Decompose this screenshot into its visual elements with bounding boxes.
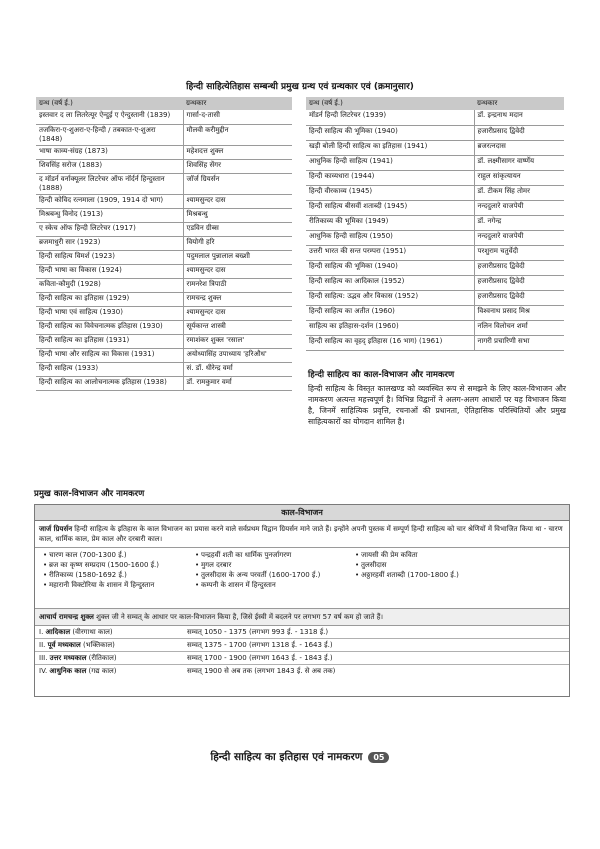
author-cell: परशुराम चतुर्वेदी [474,245,564,260]
table-row [306,320,564,335]
table-row [36,222,292,236]
author-cell: नन्ददुलारे वाजपेयी [474,230,564,245]
shukla-name: आचार्य रामचन्द्र शुक्ल [39,613,94,621]
table-row [36,173,292,194]
author-cell: डॉ. लक्ष्मीसागर वार्ष्णेय [474,155,564,170]
book-cell: रीतिकाव्य की भूमिका (1949) [306,215,474,230]
period-alt-name: (वीरगाथा काल) [70,628,113,636]
author-cell: हजारीप्रसाद द्विवेदी [474,125,564,140]
book-cell: तजकिरा-ए-शुअरा-ए-हिन्दी / तबकात-ए-शुअरा (1848) [36,124,183,145]
book-cell: उत्तरी भारत की सन्त परम्परा (1951) [306,245,474,260]
author-cell: वियोगी हरि [183,236,292,250]
bullet-column [195,550,355,606]
book-cell: आधुनिक हिन्दी साहित्य (1941) [306,155,474,170]
author-cell: रामनरेश त्रिपाठी [183,278,292,292]
author-cell: अयोध्यासिंह उपाध्याय 'हरिऔध' [183,348,292,362]
book-cell: कविता-कौमुदी (1928) [36,278,183,292]
period-bullet: • अठ्ठारहवीं शताब्दी (1700-1800 ई.) [355,570,555,580]
table-row [306,230,564,245]
author-cell: सूर्यकान्त शास्त्री [183,320,292,334]
book-cell: हिन्दी साहित्य का इतिहास (1931) [36,334,183,348]
period-dates: सम्वत् 1375 - 1700 (लगभग 1318 ई. - 1643 ई.) [187,641,333,649]
period-number: III. [39,654,48,662]
period-title: आदिकाल [45,628,71,636]
author-cell: ब्रजरत्नदास [474,140,564,155]
book-cell: हिन्दी साहित्य: उद्भव और विकास (1952) [306,290,474,305]
grierson-text: हिन्दी साहित्य के इतिहास के काल विभाजन का प्रयास करने वाले सर्वप्रथम विद्वान ग्रियर्सन माने जाते हैं। इन्होंने अपनी पुस्तक में सम्पूर्ण हिन्दी साहित्य को चार श्रेणियों में विभाजित किया था - चारण काल, धार्मिक काल, प्रेम काल और दरबारी काल। [39,525,563,543]
period-name [35,639,185,651]
footer-title: हिन्दी साहित्य का इतिहास एवं नामकरण [210,751,363,763]
works-table-right [306,97,564,351]
page-title: हिन्दी साहित्येतिहास सम्बन्धी प्रमुख ग्रन्थ एवं ग्रन्थकार एवं (क्रमानुसार) [186,82,414,92]
period-title: उत्तर मध्यकाल [49,654,87,662]
book-cell: हिन्दी साहित्य की भूमिका (1940) [306,260,474,275]
book-cell: हिन्दी साहित्य का आलोचनात्मक इतिहास (1938) [36,376,183,390]
period-number: IV. [39,667,48,675]
book-cell: ए स्केच ऑफ हिन्दी लिटरेचर (1917) [36,222,183,236]
grierson-name: जार्ज ग्रियर्सन [39,525,73,533]
author-cell: शिवसिंह सेंगर [183,159,292,173]
table-row [36,306,292,320]
author-cell: हजारीप्रसाद द्विवेदी [474,275,564,290]
period-bullet: • मुगल दरबार [195,560,355,570]
works-table-left [36,97,292,391]
period-row [35,665,569,678]
period-division-box [34,504,570,697]
book-cell: आधुनिक हिन्दी साहित्य (1950) [306,230,474,245]
period-bullet: • जायसी की प्रेम कविता [355,550,555,560]
table-row [306,305,564,320]
periods-heading: प्रमुख काल-विभाजन और नामकरण [34,489,145,499]
book-cell: हिन्दी साहित्य की भूमिका (1940) [306,125,474,140]
table-row [36,110,292,124]
period-bullet: • पन्द्रहवीं शती का धार्मिक पुनर्जागरण [195,550,355,560]
period-row [35,639,569,652]
author-cell: श्यामसुन्दर दास [183,194,292,208]
bullet-column [355,550,555,606]
period-alt-name: (भक्तिकाल) [80,641,115,649]
period-name [35,665,185,678]
table-row [36,376,292,390]
table-row [36,250,292,264]
author-cell: हजारीप्रसाद द्विवेदी [474,260,564,275]
table-row [306,140,564,155]
period-bullet: • रीतिकाव्य (1580-1692 ई.) [43,570,195,580]
period-row [35,652,569,665]
period-alt-name: (रीतिकाल) [86,654,117,662]
book-cell: ब्रजमाधुरी सार (1923) [36,236,183,250]
grierson-periods [35,548,569,609]
table-row [36,278,292,292]
author-cell: नलिन विलोचन शर्मा [474,320,564,335]
header-author: ग्रन्थकार [183,97,292,110]
bullet-column [43,550,195,606]
author-cell: सं. डॉ. धीरेन्द्र वर्मा [183,362,292,376]
book-cell: द मॉडर्न वर्नाक्यूलर लिटरेचर ऑफ नॉर्दर्न हिन्दुस्तान (1888) [36,173,183,194]
author-cell: पदुमलाल पुन्नालाल बख्शी [183,250,292,264]
book-cell: हिन्दी वीरकाव्य (1945) [306,185,474,200]
period-dates: सम्वत् 1050 - 1375 (लगभग 993 ई. - 1318 ई.) [187,628,329,636]
author-cell: गार्सा-द-तासी [183,110,292,124]
author-cell: महेशदत्त शुक्ल [183,145,292,159]
book-cell: हिन्दी साहित्य का इतिहास (1929) [36,292,183,306]
period-name [35,652,185,664]
author-cell: श्यामसुन्दर दास [183,264,292,278]
author-cell: हजारीप्रसाद द्विवेदी [474,290,564,305]
period-bullet: • तुलसीदास [355,560,555,570]
table-row [36,145,292,159]
author-cell: नन्ददुलारे वाजपेयी [474,200,564,215]
shukla-periods [35,626,569,678]
book-cell: हिन्दी साहित्य का विवेचनात्मक इतिहास (1930) [36,320,183,334]
author-cell: जॉर्ज ग्रियर्सन [183,173,292,194]
period-number: I. [39,628,44,636]
book-cell: मिश्रबन्धु विनोद (1913) [36,208,183,222]
author-cell: श्यामसुन्दर दास [183,306,292,320]
book-cell: हिन्दी भाषा और साहित्य का विकास (1931) [36,348,183,362]
book-cell: हिन्दी काव्यधारा (1944) [306,170,474,185]
author-cell: एडविन ग्रीब्स [183,222,292,236]
book-cell: हिन्दी साहित्य का आदिकाल (1952) [306,275,474,290]
header-book: ग्रन्थ (वर्ष ई.) [36,97,183,110]
period-alt-name: (गद्य काल) [86,667,117,675]
table-row [306,260,564,275]
table-row [306,155,564,170]
period-dates: सम्वत् 1900 से अब तक (लगभग 1843 ई. से अब तक) [187,667,336,675]
header-author: ग्रन्थकार [474,97,564,110]
period-bullet: • तुलसीदास के अन्य परवर्ती (1600-1700 ई.) [195,570,355,580]
period-name [35,626,185,638]
table-row [306,275,564,290]
table-row [36,334,292,348]
shukla-intro [35,609,569,626]
period-number: II. [39,641,46,649]
table-row [306,125,564,140]
period-bullet: • ब्रज का कृष्ण सम्प्रदाय (1500-1600 ई.) [43,560,195,570]
table-row [306,245,564,260]
table-row [36,320,292,334]
table-row [306,200,564,215]
period-title: पूर्व मध्यकाल [47,641,81,649]
grierson-intro [35,521,569,548]
book-cell: हिन्दी साहित्य बीसवीं शताब्दी (1945) [306,200,474,215]
author-cell: नागरी प्रचारिणी सभा [474,335,564,350]
book-cell: हिन्दी साहित्य का वृहद् इतिहास (16 भाग) (1961) [306,335,474,350]
book-cell: इस्तवार द ला लितरेत्यूर ऐन्दुई ए ऐन्दुस्तानी (1839) [36,110,183,124]
author-cell: राहुल सांकृत्यायन [474,170,564,185]
book-cell: हिन्दी साहित्य का अतीत (1960) [306,305,474,320]
period-dates: सम्वत् 1700 - 1900 (लगभग 1643 ई. - 1843 ई.) [187,654,333,662]
naming-paragraph: हिन्दी साहित्य के विस्तृत कालखण्ड को व्यवस्थित रूप से समझने के लिए काल-विभाजन और नामकरण अत्यन्त महत्त्वपूर्ण है। विभिन्न विद्वानों ने अलग-अलग आधारों पर यह विभाजन किया है, जिनमें साहित्यिक प्रवृत्ति, रचनाओं की प्रधानता, ऐतिहासिक परिस्थितियों और प्रमुख साहित्यकारों का योगदान शामिल है। [308,384,566,426]
author-cell: डॉ. टीकम सिंह तोमर [474,185,564,200]
author-cell: रमाशंकर शुक्ल 'रसाल' [183,334,292,348]
period-bullet: • चारण काल (700-1300 ई.) [43,550,195,560]
period-bullet: • महारानी विक्टोरिया के शासन में हिन्दुस्तान [43,580,195,590]
book-cell: साहित्य का इतिहास-दर्शन (1960) [306,320,474,335]
author-cell: डॉ. नगेन्द्र [474,215,564,230]
author-cell: डॉ. रामकुमार वर्मा [183,376,292,390]
author-cell: मिश्रबन्धु [183,208,292,222]
table-row [36,194,292,208]
table-row [306,215,564,230]
book-cell: हिन्दी साहित्य विमर्श (1923) [36,250,183,264]
table-row [306,185,564,200]
period-row [35,626,569,639]
table-row [36,362,292,376]
period-title: आधुनिक काल [49,667,87,675]
author-cell: डॉ. इन्द्रनाथ मदान [474,110,564,125]
table-row [36,124,292,145]
naming-heading: हिन्दी साहित्य का काल-विभाजन और नामकरण [308,370,455,380]
table-row [306,110,564,125]
table-row [36,236,292,250]
table-row [306,335,564,350]
book-cell: भाषा काव्य-संग्रह (1873) [36,145,183,159]
book-cell: हिन्दी भाषा एवं साहित्य (1930) [36,306,183,320]
table-row [306,170,564,185]
table-row [36,264,292,278]
table-row [36,348,292,362]
book-cell: हिन्दी साहित्य (1933) [36,362,183,376]
table-row [306,290,564,305]
book-cell: हिन्दी कोविद रत्नमाला (1909, 1914 दो भाग) [36,194,183,208]
author-cell: रामचन्द्र शुक्ल [183,292,292,306]
book-cell: शिवसिंह सरोज (1883) [36,159,183,173]
book-cell: खड़ी बोली हिन्दी साहित्य का इतिहास (1941) [306,140,474,155]
table-row [36,208,292,222]
period-bullet: • कम्पनी के शासन में हिन्दुस्तान [195,580,355,590]
table-row [36,159,292,173]
page-number: 05 [368,752,389,763]
box-title: काल-विभाजन [35,505,569,521]
author-cell: विश्वनाथ प्रसाद मिश्र [474,305,564,320]
footer [0,750,600,764]
book-cell: हिन्दी भाषा का विकास (1924) [36,264,183,278]
author-cell: मौलवी करीमुद्दीन [183,124,292,145]
header-book: ग्रन्थ (वर्ष ई.) [306,97,474,110]
table-row [36,292,292,306]
shukla-text: शुक्ल जी ने सम्वत् के आधार पर काल-विभाजन किया है, जिसे ईस्वी में बदलने पर लगभग 57 वर्ष कम हो जाते हैं। [93,613,384,621]
book-cell: मॉडर्न हिन्दी लिटरेचर (1939) [306,110,474,125]
